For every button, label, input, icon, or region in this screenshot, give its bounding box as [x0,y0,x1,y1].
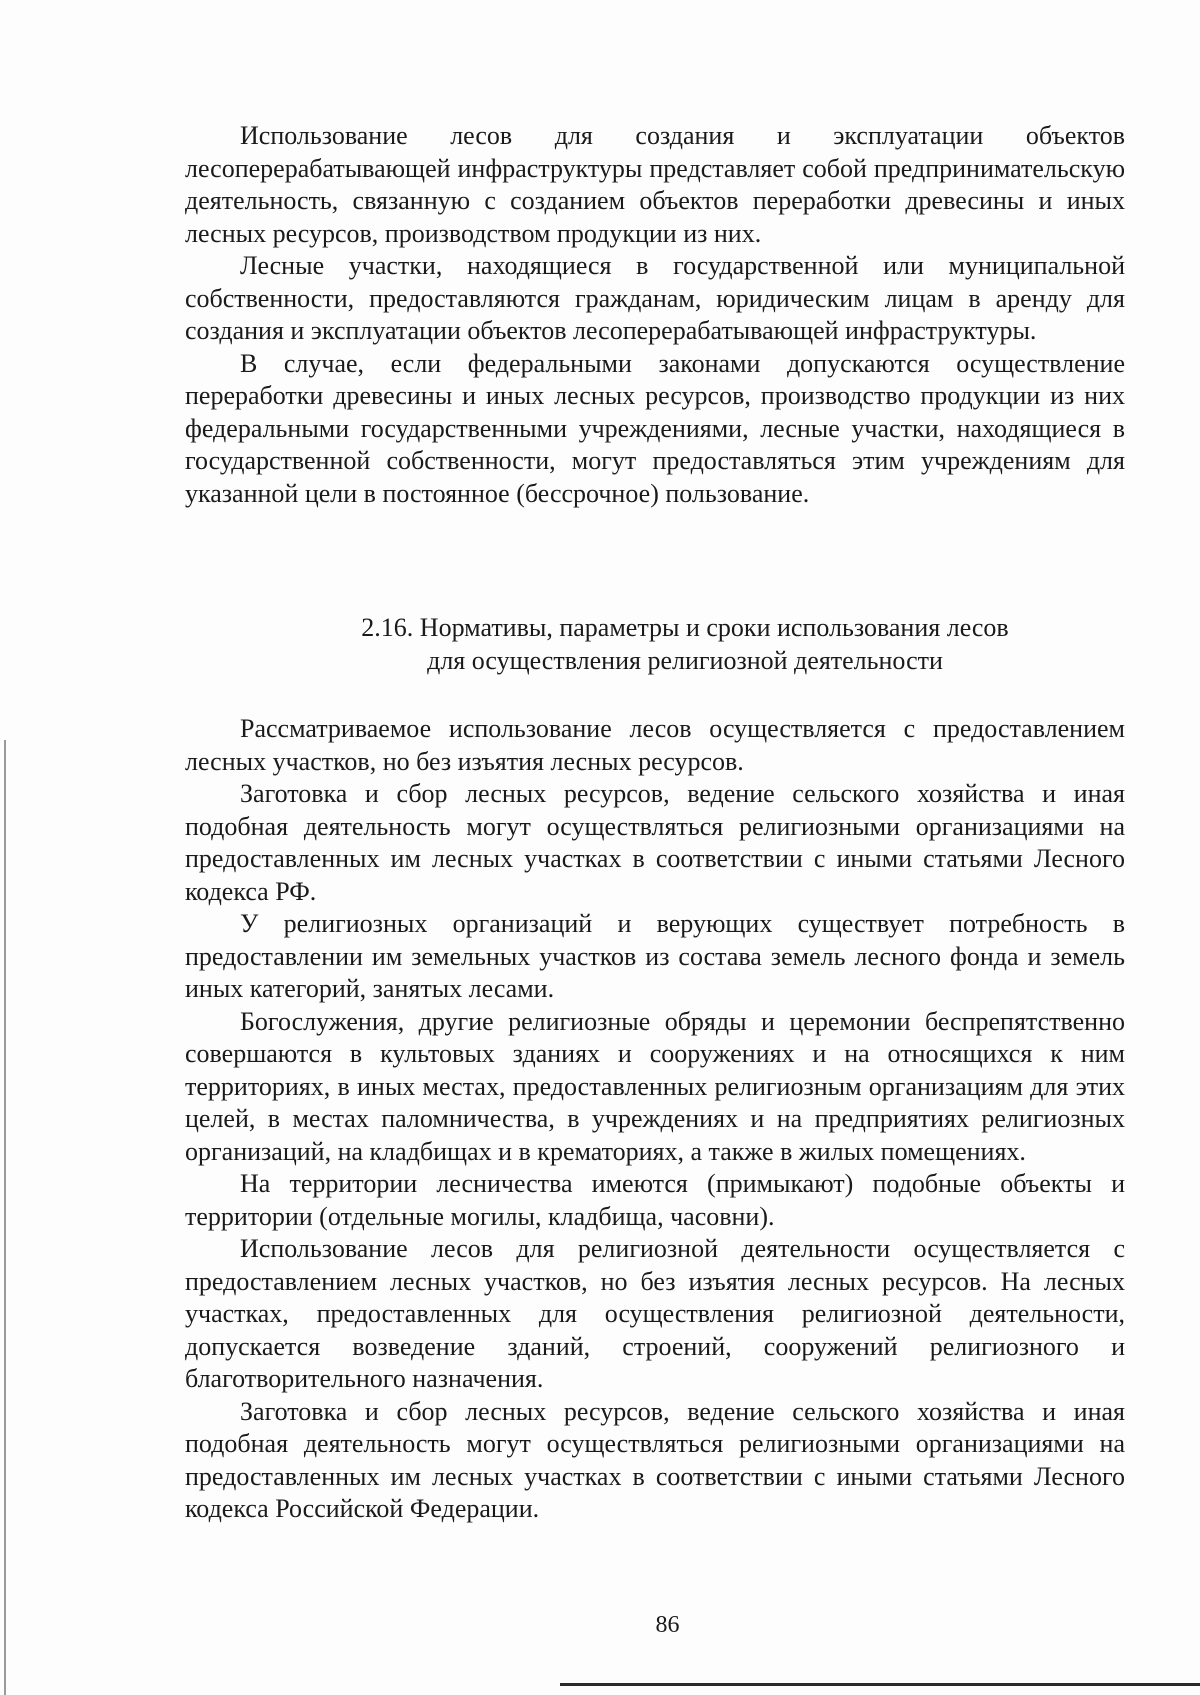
paragraph: Использование лесов для создания и эксплуатации объектов лесоперерабатывающей инфраструктуры представляет собой предпринимательскую деятельность, связанную с созданием объектов переработки древесины и иных лесных ресурсов, производством продукции из них. [185,121,1125,248]
heading-line-2: для осуществления религиозной деятельности [427,646,943,675]
scan-bottom-line [560,1683,1200,1686]
paragraph: Лесные участки, находящиеся в государственной или муниципальной собственности, предоставляются гражданам, юридическим лицам в аренду для создания и эксплуатации объектов лесоперерабатывающей инфраструктуры. [185,251,1125,345]
paragraph: Использование лесов для религиозной деятельности осуществляется с предоставлением лесных участков, но без изъятия лесных ресурсов. На лесных участках, предоставленных для осуществления религиозной деятельности, допускается возведение зданий, строений, сооружений религиозного и благотворительного назначения. [185,1234,1125,1393]
paragraph: Рассматриваемое использование лесов осуществляется с предоставлением лесных участков, но без изъятия лесных ресурсов. [185,714,1125,776]
paragraph: Заготовка и сбор лесных ресурсов, ведение сельского хозяйства и иная подобная деятельность могут осуществляться религиозными организациями на предоставленных им лесных участках в соответствии с иными статьями Лесного кодекса РФ. [185,779,1125,906]
paragraph: Заготовка и сбор лесных ресурсов, ведение сельского хозяйства и иная подобная деятельность могут осуществляться религиозными организациями на предоставленных им лесных участках в соответствии с иными статьями Лесного кодекса Российской Федерации. [185,1396,1125,1523]
heading-line-1: 2.16. Нормативы, параметры и сроки использования лесов [361,613,1009,642]
paragraph: У религиозных организаций и верующих существует потребность в предоставлении им земельных участков из состава земель лесного фонда и земель иных категорий, занятых лесами. [185,909,1125,1003]
section-text-religious [185,713,1125,1526]
paragraph: В случае, если федеральными законами допускаются осуществление переработки древесины и иных лесных ресурсов, производство продукции из них федеральными государственными учреждениями, лесные участки, находящиеся в государственной собственности, могут предоставляться этим учреждениям для указанной цели в постоянное (бессрочное) пользование. [185,348,1125,508]
section-heading [185,611,1125,677]
section-text-infrastructure [185,120,1125,510]
scan-margin-line [4,740,6,1695]
paragraph: На территории лесничества имеются (примыкают) подобные объекты и территории (отдельные могилы, кладбища, часовни). [185,1169,1125,1231]
page-number: 86 [655,1612,680,1638]
paragraph: Богослужения, другие религиозные обряды и церемонии беспрепятственно совершаются в культовых зданиях и сооружениях и на относящихся к ним территориях, в иных местах, предоставленных религиозным организациям для этих целей, в местах паломничества, в учреждениях и на предприятиях религиозных организаций, на кладбищах и в крематориях, а также в жилых помещениях. [185,1006,1125,1166]
